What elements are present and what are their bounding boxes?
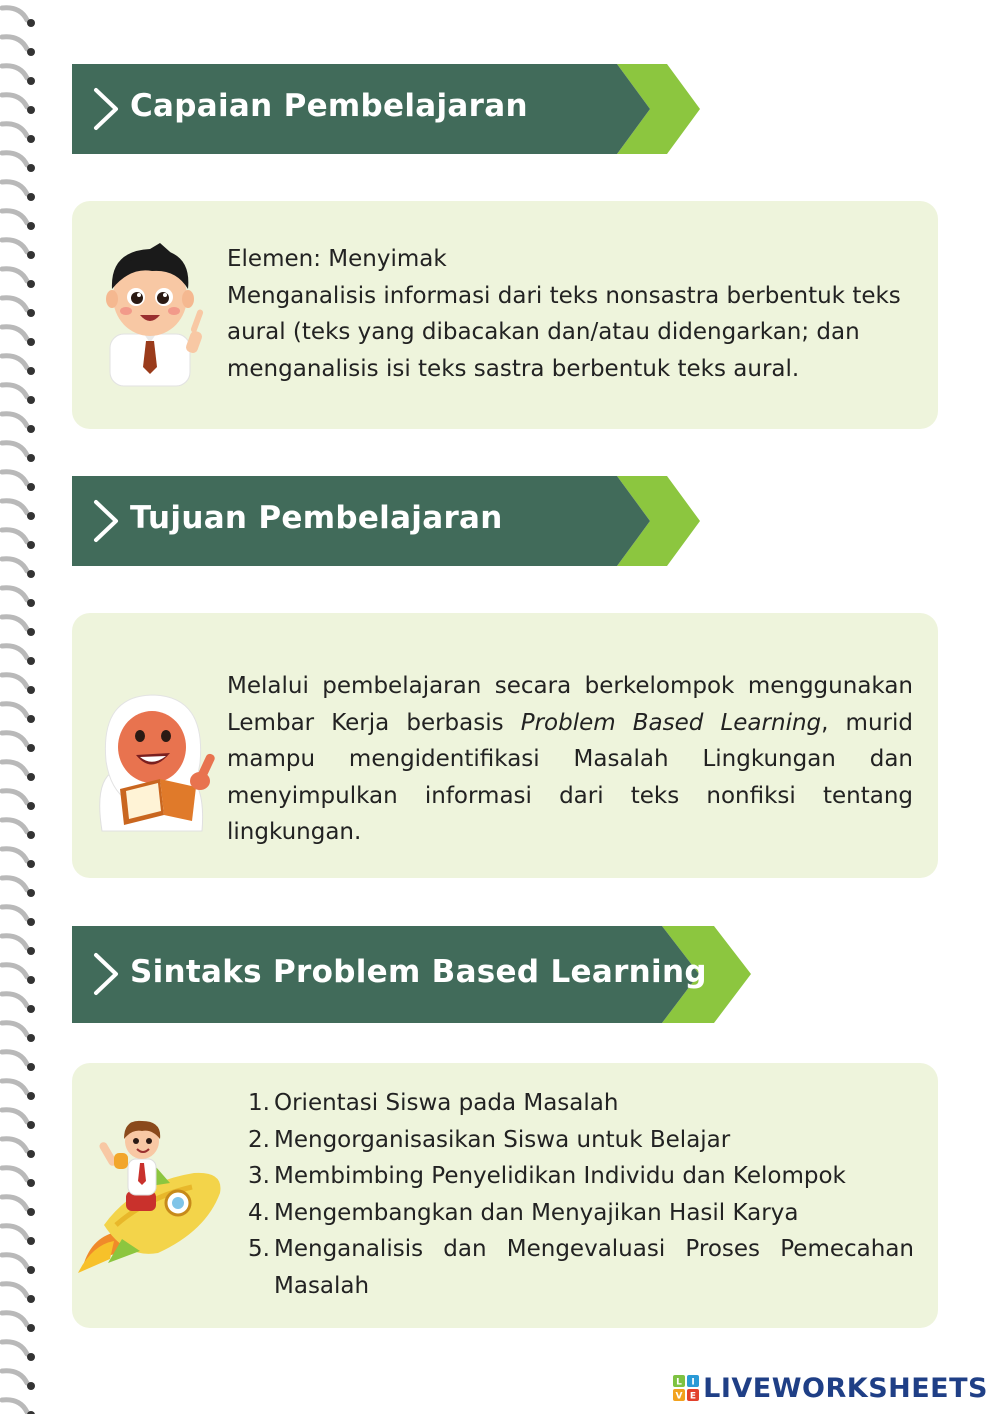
spiral-hole [27,338,35,346]
spiral-hole [27,280,35,288]
spiral-hole [27,251,35,259]
spiral-hole [27,715,35,723]
step-item [248,1195,914,1232]
spiral-ring [2,1197,27,1209]
logo-letter: E [690,1391,697,1401]
spiral-hole [27,1208,35,1216]
spiral-hole [27,309,35,317]
logo-letter: L [676,1377,683,1388]
spiral-ring [2,443,27,455]
spiral-hole [27,425,35,433]
spiral-ring [2,37,27,49]
spiral-hole [27,541,35,549]
spiral-ring [2,327,27,339]
spiral-ring [2,153,27,165]
spiral-hole [27,1063,35,1071]
spiral-ring [2,1371,27,1383]
spiral-ring [2,878,27,890]
spiral-hole [27,773,35,781]
spiral-ring [2,1023,27,1035]
spiral-ring [2,588,27,600]
spiral-ring [2,1110,27,1122]
element-line: Elemen: Menyimak [227,246,447,272]
spiral-ring [2,675,27,687]
tujuan-body-start: Melalui pembelajaran secara berkelompok menggunakan Lembar Kerja berbasis [227,673,913,736]
section-title: Sintaks Problem Based Learning [130,954,707,990]
tujuan-body-italic: Problem Based Learning [520,709,822,736]
spiral-binding [0,0,40,1414]
spiral-hole [27,1266,35,1274]
section-title: Tujuan Pembelajaran [130,500,503,536]
spiral-ring [2,530,27,542]
section-title: Capaian Pembelajaran [130,88,528,124]
spiral-ring [2,1226,27,1238]
spiral-ring [2,1139,27,1151]
spiral-ring [2,820,27,832]
spiral-hole [27,512,35,520]
spiral-ring [2,617,27,629]
spiral-hole [27,831,35,839]
spiral-ring [2,8,27,20]
spiral-hole [27,454,35,462]
spiral-hole [27,744,35,752]
spiral-hole [27,367,35,375]
spiral-ring [2,182,27,194]
spiral-ring [2,66,27,78]
step-number: 1. [248,1090,270,1116]
step-item [248,1158,914,1195]
spiral-hole [27,889,35,897]
tujuan-body-end: , murid mampu mengidentifikasi Masalah Lingkungan dan menyimpulkan informasi dari teks nonfiksi tentang lingkungan. [227,709,913,846]
brand-wordmark: LIVEWORKSHEETS [703,1372,988,1404]
spiral-hole [27,1237,35,1245]
logo-letter: I [691,1377,695,1388]
content-box-tujuan [72,613,938,878]
spiral-hole [27,396,35,404]
spiral-ring [2,385,27,397]
spiral-hole [27,1034,35,1042]
spiral-hole [27,77,35,85]
spiral-hole [27,1092,35,1100]
spiral-hole [27,164,35,172]
spiral-ring [2,907,27,919]
spiral-ring [2,762,27,774]
spiral-hole [27,1121,35,1129]
sintaks-text-block [248,1085,914,1305]
spiral-ring [2,559,27,571]
chevron-right-icon [90,499,120,543]
spiral-ring [2,1284,27,1296]
spiral-hole [27,106,35,114]
spiral-ring [2,472,27,484]
spiral-hole [27,483,35,491]
spiral-hole [27,222,35,230]
tujuan-text-block [227,668,913,851]
step-item [248,1085,914,1122]
boy-rocket-illustration [74,1113,224,1278]
tujuan-body [227,668,913,851]
spiral-ring [2,704,27,716]
spiral-hole [27,657,35,665]
spiral-hole [27,19,35,27]
spiral-hole [27,599,35,607]
spiral-hole [27,628,35,636]
section-header-sintaks [72,926,754,1023]
step-number: 4. [248,1199,270,1226]
step-item [248,1231,914,1304]
step-text: Membimbing Penyelidikan Individu dan Kelompok [274,1163,846,1190]
spiral-ring [2,1342,27,1354]
step-text: Mengembangkan dan Menyajikan Hasil Karya [274,1199,799,1226]
spiral-ring [2,1168,27,1180]
capaian-text-block [227,241,917,387]
step-text: Orientasi Siswa pada Masalah [274,1090,619,1116]
spiral-ring [2,501,27,513]
spiral-ring [2,936,27,948]
spiral-hole [27,918,35,926]
spiral-ring [2,791,27,803]
spiral-hole [27,48,35,56]
spiral-ring [2,95,27,107]
spiral-hole [27,860,35,868]
spiral-ring [2,733,27,745]
content-box-capaian [72,201,938,429]
chevron-right-icon [90,952,120,996]
spiral-ring [2,1255,27,1267]
spiral-hole [27,947,35,955]
step-text: Menganalisis dan Mengevaluasi Proses Pemecahan Masalah [274,1236,914,1299]
spiral-ring [2,124,27,136]
spiral-hole [27,686,35,694]
spiral-ring [2,965,27,977]
girl-reading-illustration [84,691,224,836]
content-box-sintaks [72,1063,938,1328]
spiral-ring [2,269,27,281]
chevron-right-icon [90,87,120,131]
spiral-hole [27,193,35,201]
spiral-ring [2,994,27,1006]
capaian-body: Menganalisis informasi dari teks nonsastra berbentuk teks aural (teks yang dibacakan dan/atau didengarkan; dan menganalisis isi teks sastra berbentuk teks aural. [227,282,901,382]
spiral-hole [27,570,35,578]
step-item [248,1122,914,1159]
spiral-ring [2,240,27,252]
spiral-hole [27,1179,35,1187]
spiral-hole [27,135,35,143]
spiral-hole [27,1382,35,1390]
spiral-ring [2,298,27,310]
spiral-ring [2,1400,27,1412]
spiral-hole [27,1150,35,1158]
step-number: 5. [248,1236,270,1263]
spiral-hole [27,1353,35,1361]
liveworksheets-logo [673,1368,988,1408]
section-header-tujuan [72,476,702,566]
live-grid-icon [673,1375,699,1401]
sintaks-steps-list [248,1085,914,1305]
step-number: 2. [248,1126,270,1153]
step-text: Mengorganisasikan Siswa untuk Belajar [274,1126,731,1153]
spiral-ring [2,1052,27,1064]
spiral-hole [27,976,35,984]
section-header-capaian [72,64,702,154]
spiral-hole [27,1324,35,1332]
spiral-ring [2,1081,27,1093]
spiral-hole [27,1005,35,1013]
spiral-ring [2,211,27,223]
spiral-hole [27,1295,35,1303]
logo-letter: V [675,1391,683,1401]
spiral-hole [27,802,35,810]
spiral-ring [2,1313,27,1325]
boy-student-illustration [100,239,210,389]
spiral-ring [2,356,27,368]
step-number: 3. [248,1163,270,1190]
spiral-ring [2,646,27,658]
spiral-ring [2,849,27,861]
spiral-ring [2,414,27,426]
